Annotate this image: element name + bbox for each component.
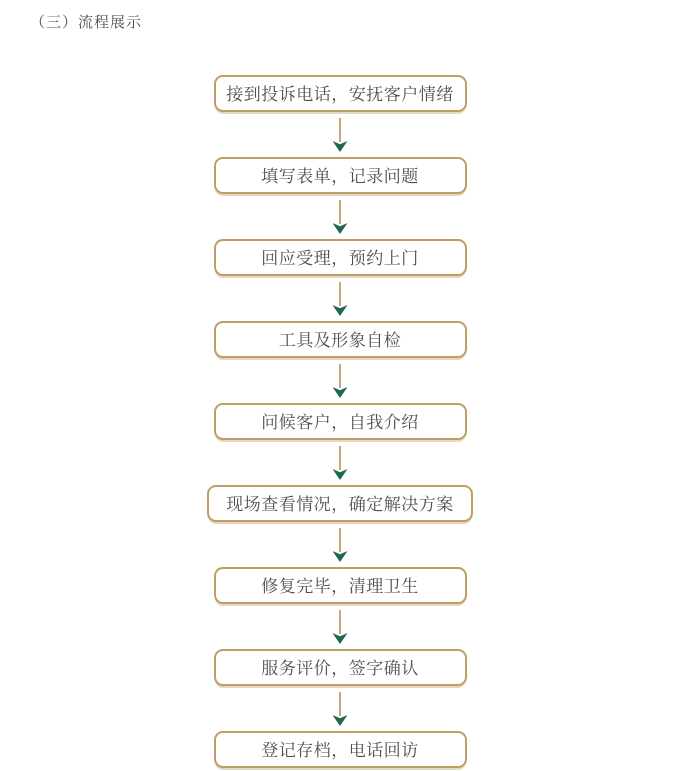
arrow-head	[333, 551, 348, 562]
down-arrow-icon	[333, 528, 348, 563]
down-arrow-icon	[333, 282, 348, 317]
flow-step	[214, 75, 467, 157]
arrow-stem	[339, 692, 341, 716]
arrow-stem	[339, 200, 341, 224]
flow-step-box	[214, 321, 467, 358]
arrow-stem	[339, 446, 341, 470]
flow-step-label: 填写表单，记录问题	[261, 166, 419, 186]
flow-step-label: 登记存档，电话回访	[261, 740, 419, 760]
flow-step-label: 工具及形象自检	[278, 330, 402, 350]
flow-step-label: 修复完毕，清理卫生	[261, 576, 419, 596]
down-arrow-icon	[333, 200, 348, 235]
flow-step	[214, 731, 467, 768]
flow-step-label: 问候客户，自我介绍	[261, 412, 419, 432]
arrow-stem	[339, 610, 341, 634]
flow-step-box	[214, 649, 467, 686]
flow-step	[207, 485, 473, 567]
flow-step-label: 接到投诉电话，安抚客户情绪	[226, 84, 454, 104]
arrow-head	[333, 305, 348, 316]
flow-step-box	[214, 731, 467, 768]
arrow-head	[333, 141, 348, 152]
flow-step	[214, 321, 467, 403]
arrow-head	[333, 469, 348, 480]
down-arrow-icon	[333, 610, 348, 645]
flow-step-box	[214, 157, 467, 194]
flow-step	[214, 157, 467, 239]
flow-step	[214, 403, 467, 485]
flow-step-box	[214, 239, 467, 276]
flow-step-label: 回应受理，预约上门	[261, 248, 419, 268]
down-arrow-icon	[333, 118, 348, 153]
arrow-head	[333, 223, 348, 234]
page-title: （三）流程展示	[30, 14, 143, 31]
arrow-stem	[339, 118, 341, 142]
flow-step	[214, 567, 467, 649]
flow-step-box	[207, 485, 473, 522]
arrow-head	[333, 715, 348, 726]
flow-step-label: 服务评价，签字确认	[261, 658, 419, 678]
down-arrow-icon	[333, 364, 348, 399]
flowchart	[0, 75, 680, 768]
down-arrow-icon	[333, 692, 348, 727]
down-arrow-icon	[333, 446, 348, 481]
flow-step-box	[214, 403, 467, 440]
arrow-head	[333, 633, 348, 644]
arrow-stem	[339, 528, 341, 552]
flow-step	[214, 649, 467, 731]
flow-step-box	[214, 75, 467, 112]
arrow-stem	[339, 364, 341, 388]
flow-step-label: 现场查看情况，确定解决方案	[226, 494, 454, 514]
arrow-stem	[339, 282, 341, 306]
arrow-head	[333, 387, 348, 398]
flow-step	[214, 239, 467, 321]
flow-step-box	[214, 567, 467, 604]
